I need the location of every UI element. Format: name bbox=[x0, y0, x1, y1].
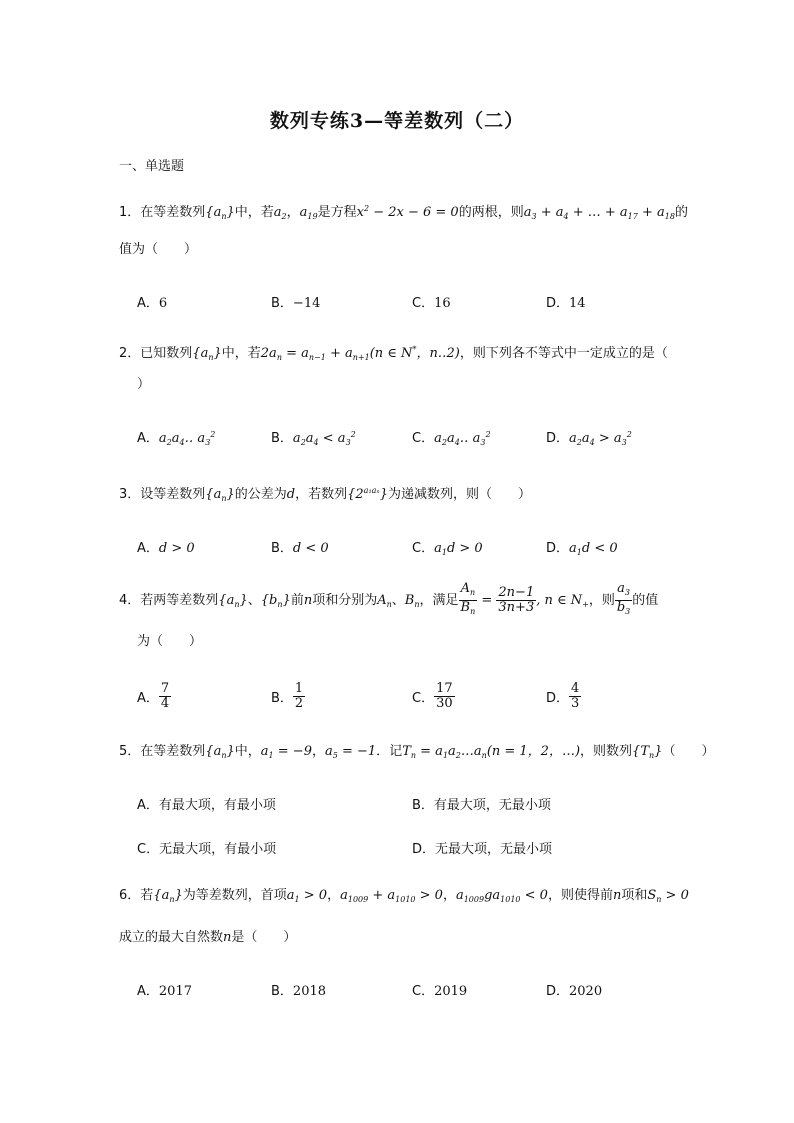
math-expression: $\{a_n\}$ bbox=[205, 205, 235, 221]
question-text: ，若数列 bbox=[295, 487, 348, 502]
fraction: $\frac{A_n}{B_n}$ bbox=[460, 581, 476, 616]
option-label: A． bbox=[137, 296, 159, 311]
question-text: ，满足 bbox=[419, 593, 459, 608]
math-expression: $T_n$ = $a_1a_2\dots a_n(n = 1$，2，…) bbox=[402, 744, 581, 760]
math-expression: $A_n$ bbox=[377, 593, 392, 609]
option-label: C． bbox=[412, 296, 435, 311]
option-c[interactable] bbox=[412, 682, 455, 711]
fraction bbox=[293, 682, 305, 711]
option-a[interactable] bbox=[137, 427, 215, 447]
option-value: 无最大项，有最小项 bbox=[159, 842, 277, 857]
option-b[interactable] bbox=[271, 537, 329, 556]
fraction bbox=[159, 682, 171, 711]
option-label: A． bbox=[137, 691, 159, 706]
math-expression: $a_5 = -1$ bbox=[324, 744, 377, 760]
question-text: ，则数列 bbox=[580, 744, 633, 759]
question-text: 设等差数列 bbox=[140, 487, 206, 502]
question-number: 4． bbox=[119, 593, 141, 608]
option-label: C． bbox=[412, 541, 435, 556]
option-label: B． bbox=[271, 431, 293, 446]
option-label: C． bbox=[412, 984, 435, 999]
option-value: 有最大项，有最小项 bbox=[158, 798, 276, 813]
option-value: 16 bbox=[434, 296, 451, 311]
option-c[interactable] bbox=[412, 427, 491, 447]
math-expression: $a_1 = -9$ bbox=[260, 744, 312, 760]
question-text: ．记 bbox=[376, 744, 403, 759]
option-label: D． bbox=[546, 431, 570, 446]
math-expression: $a_1 > 0$ bbox=[286, 888, 328, 904]
option-label: A． bbox=[137, 798, 159, 813]
option-b[interactable] bbox=[271, 292, 320, 311]
option-d[interactable] bbox=[546, 427, 632, 447]
option-a[interactable] bbox=[137, 682, 171, 711]
option-b[interactable] bbox=[412, 794, 551, 813]
math-expression: d > 0 bbox=[158, 541, 195, 556]
question-text: 为等差数列，首项 bbox=[182, 888, 287, 903]
option-c[interactable] bbox=[412, 292, 451, 311]
option-label: B． bbox=[271, 984, 293, 999]
math-expression: $a_2a_4 > a_3^2$ bbox=[569, 430, 632, 447]
math-expression: $a_{19}$ bbox=[299, 205, 318, 221]
fraction-numerator: 1 bbox=[294, 681, 304, 696]
option-a[interactable] bbox=[137, 292, 167, 311]
math-expression: $a_1d < 0$ bbox=[569, 541, 618, 557]
question-text: ，则使得前 bbox=[547, 888, 613, 903]
option-label: D． bbox=[546, 691, 570, 706]
option-a[interactable] bbox=[137, 537, 195, 556]
option-value: 2018 bbox=[292, 984, 327, 999]
option-d[interactable] bbox=[546, 980, 602, 999]
option-d[interactable] bbox=[412, 838, 552, 857]
question-5-line1: 5．在等差数列$\{a_n\}$中，$a_1 = -9$，$a_5 = -1$．记$T_n$ = $a_1a_2\dots a_n(n = 1$，2，…)，则数列$\{T_n\}$（ ） bbox=[119, 744, 715, 760]
math-expression: d bbox=[286, 487, 296, 502]
math-expression: $a_{1009} + a_{1010} > 0$ bbox=[340, 888, 443, 904]
math-expression: $\{a_n\}$ bbox=[205, 744, 235, 760]
question-text: 已知数列 bbox=[140, 346, 193, 361]
fraction-numerator: 17 bbox=[436, 681, 453, 696]
question-number: 3． bbox=[119, 487, 141, 502]
option-label: C． bbox=[137, 842, 160, 857]
option-label: B． bbox=[271, 541, 293, 556]
question-number: 2． bbox=[119, 346, 141, 361]
fraction-denominator: 3 bbox=[571, 696, 580, 711]
option-d[interactable] bbox=[546, 292, 586, 311]
math-expression: d < 0 bbox=[292, 541, 329, 556]
question-2-line1 bbox=[119, 341, 668, 367]
question-1-line1: 1．在等差数列$\{a_n\}$中，若$a_2$，$a_{19}$是方程$x^2 - 2x - 6 = 0$的两根，则$a_3 + a_4$ + … + $a_{17} + a_{18}$的 bbox=[119, 204, 688, 221]
option-label: C． bbox=[412, 431, 435, 446]
option-c[interactable] bbox=[137, 838, 276, 857]
question-text: ，则下列各不等式中一定成立的是（ bbox=[459, 346, 668, 361]
fraction-numerator: 4 bbox=[571, 681, 580, 696]
option-value: 14 bbox=[569, 296, 586, 311]
option-label: B． bbox=[271, 691, 293, 706]
option-value: 2019 bbox=[434, 984, 468, 999]
question-text: 前 bbox=[290, 593, 304, 608]
option-label: B． bbox=[271, 296, 293, 311]
question-text: （ ） bbox=[662, 744, 715, 759]
option-label: D． bbox=[546, 541, 570, 556]
option-value: −14 bbox=[292, 296, 321, 311]
question-6-line2 bbox=[119, 929, 296, 947]
question-number: 5． bbox=[119, 744, 141, 759]
fraction-denominator: 2 bbox=[294, 696, 304, 711]
math-expression: $2a_n = a_{n-1} + a_{n+1}(n$ ∈ N*，n‥2) bbox=[260, 345, 460, 362]
option-label: D． bbox=[546, 296, 570, 311]
question-text: 项和 bbox=[621, 888, 648, 903]
question-text: 是方程 bbox=[317, 205, 357, 220]
question-text: 若 bbox=[140, 888, 154, 903]
question-text: 若两等差数列 bbox=[140, 593, 219, 608]
math-expression: $\{a_n\}$ bbox=[205, 487, 235, 503]
option-c[interactable] bbox=[412, 980, 467, 999]
question-text: 是（ ） bbox=[231, 930, 297, 945]
option-b[interactable] bbox=[271, 427, 356, 447]
page-title: 数列专练3—等差数列（二） bbox=[269, 110, 525, 132]
option-label: D． bbox=[412, 842, 436, 857]
option-value: 6 bbox=[158, 296, 168, 311]
question-4-line2: 为（ ） bbox=[137, 634, 203, 649]
question-text: 中，若 bbox=[234, 205, 274, 220]
question-text: 在等差数列 bbox=[140, 205, 206, 220]
question-text: 项和分别为 bbox=[312, 593, 378, 608]
question-text: 、 bbox=[247, 593, 261, 608]
option-b[interactable] bbox=[271, 682, 305, 711]
option-label: A． bbox=[137, 984, 159, 999]
option-d[interactable] bbox=[546, 537, 618, 557]
option-a[interactable] bbox=[137, 980, 192, 999]
math-expression: , n ∈ $N_+$ bbox=[536, 593, 589, 609]
math-expression: $\{a_n\}$ bbox=[192, 346, 222, 362]
question-6-line1: 6．若$\{a_n\}$为等差数列，首项$a_1 > 0$，$a_{1009} + a_{1010} > 0$，$a_{1009}ga_{1010} < 0$，则使得前n项和$S_n > 0$ bbox=[119, 888, 689, 904]
question-text: 的公差为 bbox=[234, 487, 287, 502]
question-number: 1． bbox=[119, 205, 141, 220]
option-value: 2020 bbox=[569, 984, 603, 999]
question-text: ，则 bbox=[588, 593, 615, 608]
question-1-line2: 值为（ ） bbox=[119, 242, 198, 257]
fraction-numerator: 7 bbox=[160, 681, 170, 696]
math-expression: $a_{1009}ga_{1010} < 0$ bbox=[455, 888, 548, 904]
option-label: A． bbox=[137, 431, 159, 446]
option-value: 有最大项，无最小项 bbox=[433, 798, 551, 813]
fraction bbox=[569, 682, 581, 711]
math-expression: $B_n$ bbox=[404, 593, 420, 609]
question-3-line1 bbox=[119, 482, 531, 508]
question-text: 在等差数列 bbox=[140, 744, 206, 759]
question-text: 成立的最大自然数 bbox=[119, 930, 224, 945]
math-expression: $a_2a_4 < a_3^2$ bbox=[292, 430, 356, 447]
fraction: $\frac{2n-1}{3n+3}$ bbox=[498, 585, 535, 615]
math-expression: $x^2 - 2x - 6 = 0$ bbox=[356, 204, 459, 220]
math-expression: $S_n > 0$ bbox=[647, 888, 689, 904]
math-expression: $a_2$ bbox=[273, 205, 287, 221]
math-expression: $a_2a_4‥$ $a_3^2$ bbox=[158, 430, 216, 447]
option-value: 无最大项，无最小项 bbox=[435, 842, 553, 857]
question-text: 的两根，则 bbox=[458, 205, 524, 220]
math-expression: $a_2a_4‥$ $a_3^2$ bbox=[434, 430, 491, 447]
question-4-line1 bbox=[119, 582, 658, 622]
option-b[interactable] bbox=[271, 980, 326, 999]
option-label: C． bbox=[412, 691, 435, 706]
math-expression: = bbox=[477, 593, 497, 608]
math-expression: $\{b_n\}$ bbox=[260, 593, 291, 609]
math-expression: $\{2^{a_1a_n}\}$ bbox=[347, 486, 388, 502]
fraction-denominator: 30 bbox=[436, 696, 453, 711]
fraction: $\frac{a_3}{b_3}$ bbox=[616, 581, 631, 616]
math-expression: n bbox=[223, 930, 232, 945]
math-expression: $a_1d > 0$ bbox=[434, 541, 483, 557]
option-label: D． bbox=[546, 984, 570, 999]
option-c[interactable] bbox=[412, 537, 483, 557]
math-expression: $a_3 + a_4$ + … + $a_{17} + a_{18}$ bbox=[523, 205, 675, 221]
section-heading: 一、单选题 bbox=[119, 159, 185, 174]
question-number: 6． bbox=[119, 888, 141, 903]
math-expression: $\{a_n\}$ bbox=[153, 888, 183, 904]
option-label: B． bbox=[412, 798, 434, 813]
option-a[interactable] bbox=[137, 794, 276, 813]
question-text: 的 bbox=[674, 205, 688, 220]
question-text: 中，若 bbox=[221, 346, 261, 361]
question-text: 的值 bbox=[632, 593, 659, 608]
question-2-line2: ） bbox=[137, 377, 151, 392]
math-expression: n bbox=[303, 593, 313, 608]
question-text: 为递减数列，则（ ） bbox=[387, 487, 531, 502]
fraction-denominator: 4 bbox=[160, 696, 170, 711]
option-label: A． bbox=[137, 541, 159, 556]
math-expression: $\{a_n\}$ bbox=[218, 593, 248, 609]
option-d[interactable] bbox=[546, 682, 581, 711]
question-text: 中， bbox=[234, 744, 261, 759]
math-expression: n bbox=[612, 888, 622, 903]
option-value: 2017 bbox=[158, 984, 192, 999]
fraction bbox=[434, 682, 455, 711]
question-text: 、 bbox=[391, 593, 405, 608]
math-expression: $\{T_n\}$ bbox=[632, 744, 663, 760]
